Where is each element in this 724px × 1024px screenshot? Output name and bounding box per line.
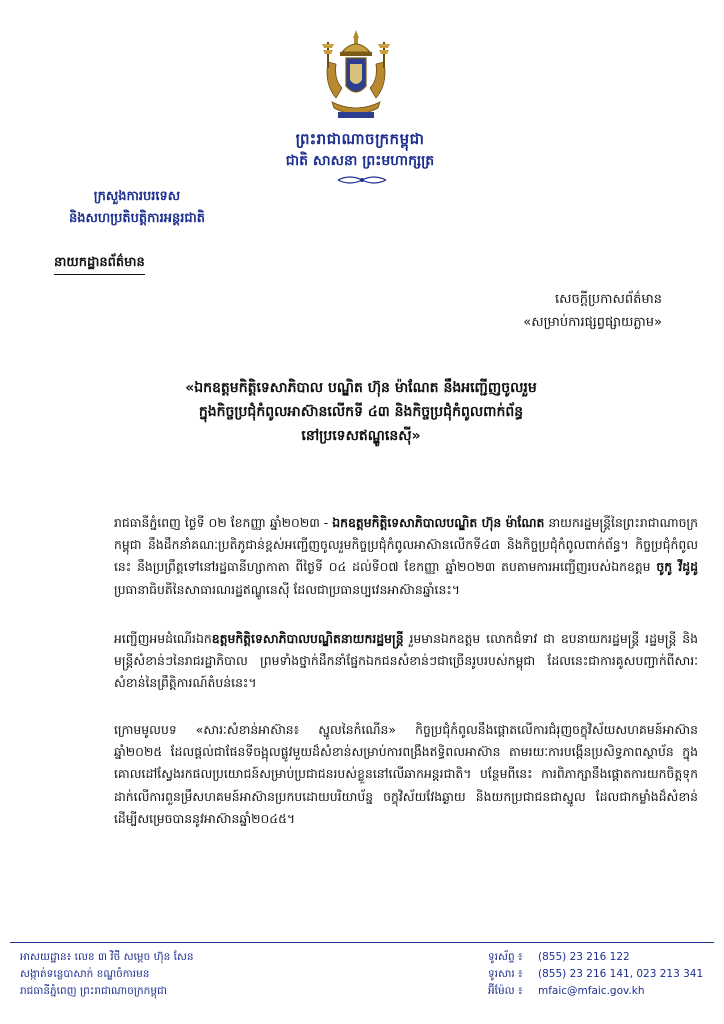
contact-fax-row [488,966,703,983]
body-paragraph-2 [114,628,698,695]
kingdom-name: ព្រះរាជាណាចក្រកម្ពុជា [295,130,425,148]
department-name: នាយកដ្ឋានព័ត៌មាន [54,254,145,275]
address-line-3: រាជធានីភ្នំពេញ ព្រះរាជាណាចក្រកម្ពុជា [20,985,167,997]
email-link[interactable]: mfaic@mfaic.gov.kh [538,985,645,997]
email-label: អ៊ីម៉ែល ៖ [488,985,523,997]
title-line-2: ក្នុងកិច្ចប្រជុំកំពូលអាស៊ានលើកទី ៤៣ និងកិច្ចប្រជុំកំពូលពាក់ព័ន្ធ [198,404,524,420]
ministry-name-line2: និងសហប្រតិបត្តិការអន្តរជាតិ [69,211,205,226]
contact-email-row [488,983,703,1000]
fax-value: (855) 23 216 141, 023 213 341 [538,968,704,980]
kingdom-heading [250,128,470,172]
title-line-3: នៅប្រទេសឥណ្ឌូនេស៊ី» [301,428,421,444]
phone-label: ទូរស័ព្ទ ៖ [488,951,523,963]
press-release-label: សេចក្តីប្រកាសព័ត៌មាន [554,292,662,307]
phone-value: (855) 23 216 122 [538,951,630,963]
ministry-name-line1: ក្រសួងការបរទេស [93,189,181,204]
ornament-divider-icon [336,174,388,186]
p1-rest: នាយករដ្ឋមន្ត្រីនៃព្រះរាជាណាចក្រកម្ពុជា នឹងដឹកនាំគណៈប្រតិភូជាន់ខ្ពស់អញ្ជើញចូលរួមកិច្ចប្រជុំកំពូលអាស៊ានលើកទី៤៣ និងកិច្ចប្រជុំកំពូលពាក់ព័ន្ធ។ កិច្ចប្រជុំកំពូលនេះ នឹងប្រព្រឹត្តទៅនៅរដ្ឋធានីហ្សាកាតា ពីថ្ងៃទី ០៤ ដល់ទី០៧ ខែកញ្ញា ឆ្នាំ២០២៣ តបតាមការអញ្ជើញរបស់ឯកឧត្តម [114,515,698,575]
footer-contact [488,949,703,1000]
title-line-1: «ឯកឧត្តមកិត្តិទេសាភិបាល បណ្ឌិត ហ៊ុន ម៉ាណែត នឹងអញ្ជើញចូលរួម [185,380,537,396]
contact-phone-row [488,949,703,966]
p2-intro: អញ្ជើញអមដំណើរឯក [114,631,212,646]
press-release-label-block [523,288,662,334]
footer [10,942,714,1017]
p2-rest: រួមមានឯកឧត្តម លោកជំទាវ ជា ឧបនាយករដ្ឋមន្ត្រី រដ្ឋមន្ត្រី និងមន្ត្រីសំខាន់ៗនៃរាជរដ្ឋាភិបាល ព្រមទាំងថ្នាក់ដឹកនាំផ្នែកឯកជនសំខាន់ៗជាច្រើនរូបរបស់កម្ពុជា ដែលនេះជាការគូសបញ្ជាក់ពីសារៈសំខាន់នៃព្រឹត្តិការណ៍តំបន់នេះ។ [114,631,698,691]
p1-bold-name: ឯកឧត្តមកិត្តិទេសាភិបាលបណ្ឌិត ហ៊ុន ម៉ាណែត [332,515,545,530]
press-release-sublabel: «សម្រាប់ការផ្សព្វផ្សាយភ្លាម» [523,315,662,330]
body-paragraph-3: ក្រោមមូលបទ «សារៈសំខាន់អាស៊ាន៖ ស្នូលនៃកំណើន» កិច្ចប្រជុំកំពូលនឹងផ្តោតលើការជំរុញចក្ខុវិស័យសហគមន៍អាស៊ានឆ្នាំ២០២៥ ដែលផ្តល់ជាផែនទីចង្អុលផ្លូវមួយដ៏សំខាន់សម្រាប់ការពង្រឹងឥទ្ធិពលអាស៊ាន តាមរយៈការបង្កើនប្រសិទ្ធភាពស្ថាប័ន ក្នុងគោលដៅស្វែងរកផលប្រយោជន៍សម្រាប់ប្រជាជនរបស់ខ្លួននៅលើឆាកអន្តរជាតិ។ បន្ថែមពីនេះ ការពិភាក្សានឹងផ្តោតការយកចិត្តទុកដាក់លើការពួនម្រឹសហគមន៍អាស៊ានប្រកបដោយបរិយាប័ន្ន ចក្ខុវិស័យវែងឆ្ងាយ និងយកប្រជាជនជាស្នូល ដែលជាកម្លាំងដ៏សំខាន់ដើម្បីសម្រេចបាននូវអាស៊ានឆ្នាំ២០៤៥។ [114,722,698,826]
address-line-1: អាសយដ្ឋាន៖ លេខ ៣ វិថី សម្តេច ហ៊ុន សែន [20,951,194,963]
footer-address [20,949,194,1000]
p1-intro: រាជធានីភ្នំពេញ ថ្ងៃទី ០២ ខែកញ្ញា ឆ្នាំ២០២៣ - [114,515,333,530]
fax-label: ទូរសារ ៖ [488,968,523,980]
p2-bold-title: ឧត្តមកិត្តិទេសាភិបាលបណ្ឌិតនាយករដ្ឋមន្ត្រី [211,631,404,646]
royal-coat-of-arms-icon [318,28,394,126]
p1-bold-name-2: ចូកូ វីដូដូ [656,559,698,575]
p1-end: ប្រធានាធិបតីនៃសាធារណរដ្ឋឥណ្ឌូនេស៊ី ដែលជាប្រធានប្បវេនអាស៊ានឆ្នាំនេះ។ [114,581,460,597]
national-motto: ជាតិ សាសនា ព្រះមហាក្សត្រ [285,153,435,169]
body-paragraph-1 [114,512,698,601]
address-line-2: សង្កាត់ទន្លេបាសាក់ ខណ្ឌចំការមន [20,968,150,980]
ministry-heading [22,186,252,230]
document-title [86,376,636,448]
